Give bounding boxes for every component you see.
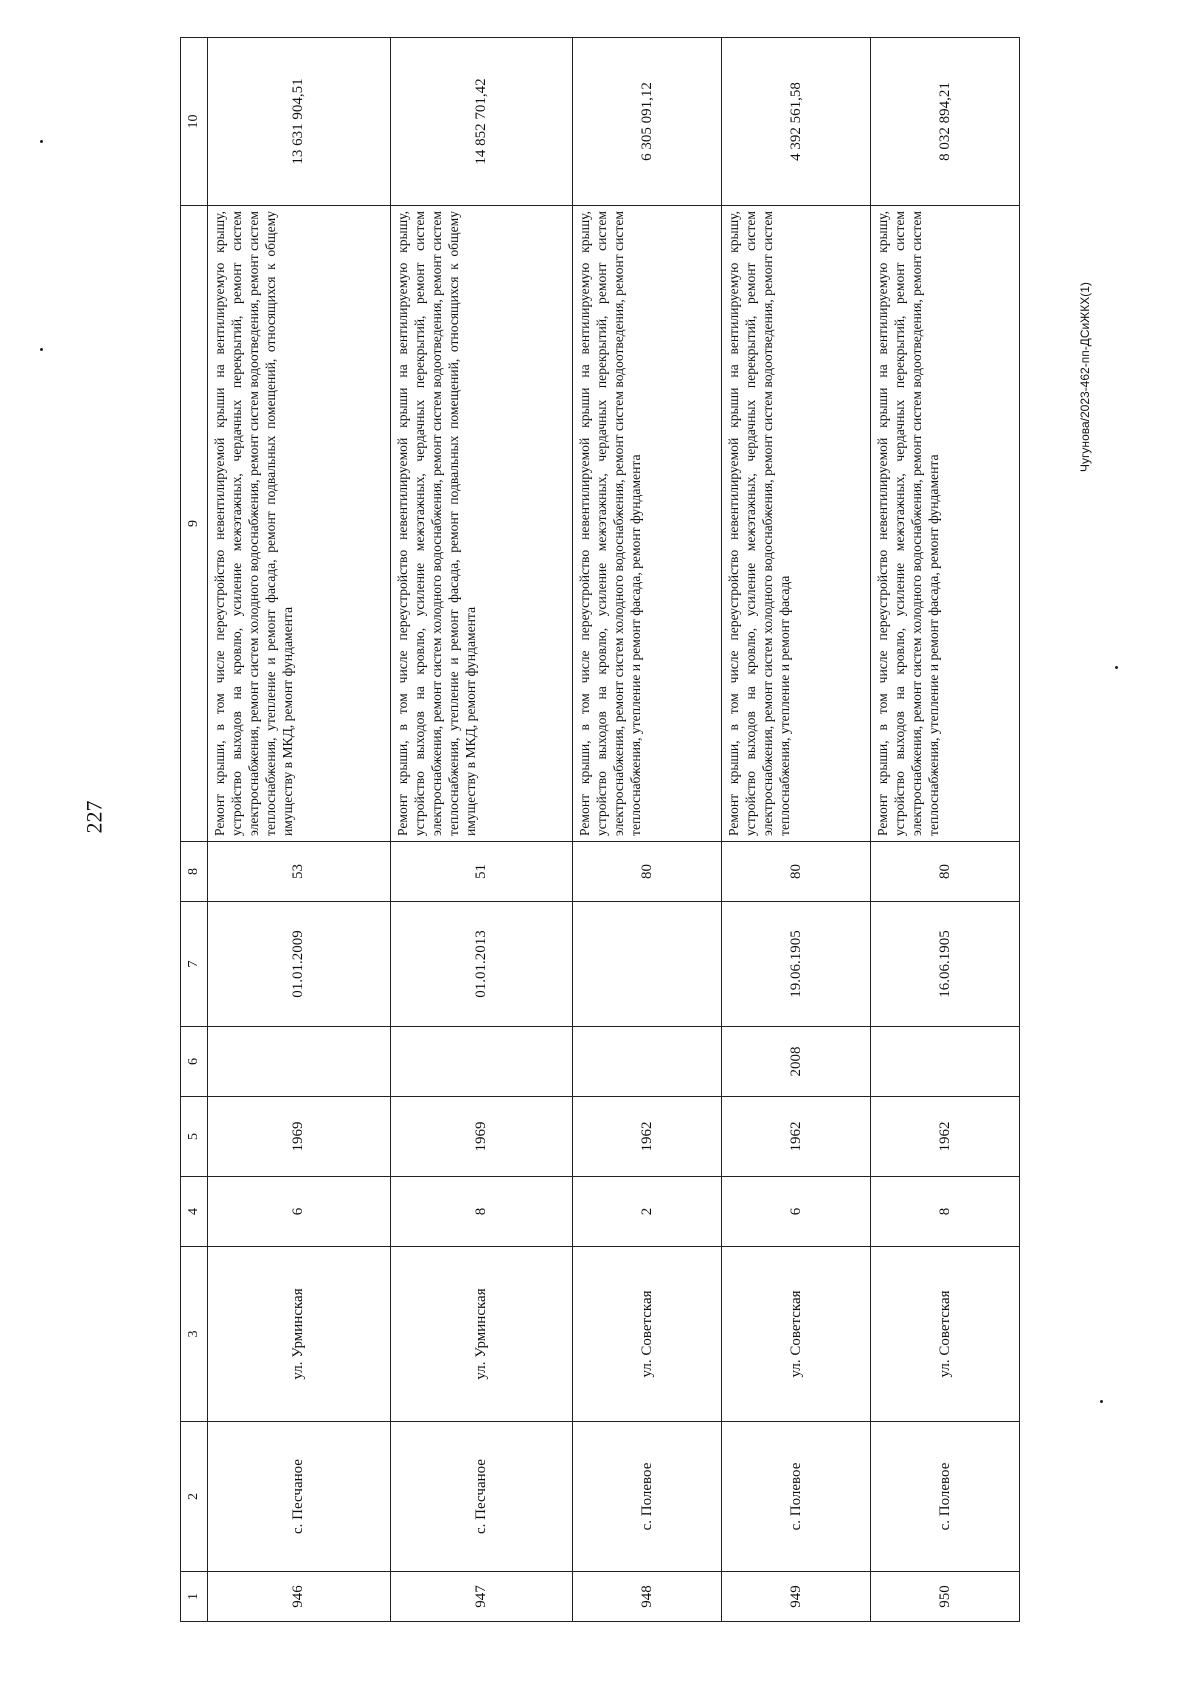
works-description-cell: Ремонт крыши, в том числе переустройство невентилируемой крыши на вентилируемую крышу, устройство выходов на кровлю, усиление межэтажных, чердачных перекрытий, ремонт систем электроснабжения, ремонт систем холодного водоснабжения, ремонт систем водоотведения, ремонт систем теплоснабжения, утепление и ремонт фасада, ремонт подвальных помещений, относящихся к общему имуществу в МКД, ремонт фундамента — [390, 206, 573, 842]
percent-cell: 80 — [871, 842, 1020, 902]
table-row — [208, 38, 391, 1622]
column-number: 9 — [181, 206, 208, 842]
column-6-cell: 2008 — [722, 1027, 871, 1097]
row-number: 947 — [390, 1572, 573, 1622]
date-cell: 01.01.2013 — [390, 902, 573, 1027]
column-number: 2 — [181, 1422, 208, 1572]
date-cell: 19.06.1905 — [722, 902, 871, 1027]
works-description-cell: Ремонт крыши, в том числе переустройство невентилируемой крыши на вентилируемую крышу, устройство выходов на кровлю, усиление межэтажных, чердачных перекрытий, ремонт систем электроснабжения, ремонт систем холодного водоснабжения, ремонт систем водоотведения, ремонт систем теплоснабжения, утепление и ремонт фасада, ремонт фундамента — [573, 206, 722, 842]
column-6-cell — [208, 1027, 391, 1097]
year-built-cell: 1969 — [208, 1097, 391, 1177]
row-number: 946 — [208, 1572, 391, 1622]
house-number-cell: 6 — [208, 1177, 391, 1247]
scan-speck — [1100, 1400, 1103, 1403]
year-built-cell: 1962 — [871, 1097, 1020, 1177]
page-number: 227 — [81, 800, 107, 834]
scan-speck — [40, 348, 43, 351]
column-number: 1 — [181, 1572, 208, 1622]
rotated-table-container — [180, 38, 1020, 1622]
street-cell: ул. Урминская — [390, 1247, 573, 1422]
column-number: 4 — [181, 1177, 208, 1247]
table-row — [390, 38, 573, 1622]
cost-cell: 6 305 091,12 — [573, 38, 722, 206]
document-code: Чугунова/2023-462-пп-ДСиЖКХ(1) — [1077, 282, 1092, 472]
cost-cell: 14 852 701,42 — [390, 38, 573, 206]
percent-cell: 51 — [390, 842, 573, 902]
repair-register-table — [180, 37, 1020, 1622]
scan-speck — [40, 140, 43, 143]
column-number: 3 — [181, 1247, 208, 1422]
percent-cell: 80 — [722, 842, 871, 902]
year-built-cell: 1962 — [722, 1097, 871, 1177]
table-row — [722, 38, 871, 1622]
scan-speck — [1115, 666, 1118, 669]
works-description-cell: Ремонт крыши, в том числе переустройство невентилируемой крыши на вентилируемую крышу, устройство выходов на кровлю, усиление межэтажных, чердачных перекрытий, ремонт систем электроснабжения, ремонт систем холодного водоснабжения, ремонт систем водоотведения, ремонт систем теплоснабжения, утепление и ремонт фасада, ремонт подвальных помещений, относящихся к общему имуществу в МКД, ремонт фундамента — [208, 206, 391, 842]
street-cell: ул. Советская — [573, 1247, 722, 1422]
table-row — [573, 38, 722, 1622]
row-number: 949 — [722, 1572, 871, 1622]
percent-cell: 53 — [208, 842, 391, 902]
year-built-cell: 1962 — [573, 1097, 722, 1177]
settlement-cell: с. Полевое — [722, 1422, 871, 1572]
settlement-cell: с. Песчаное — [390, 1422, 573, 1572]
column-number: 10 — [181, 38, 208, 206]
house-number-cell: 2 — [573, 1177, 722, 1247]
settlement-cell: с. Полевое — [573, 1422, 722, 1572]
street-cell: ул. Урминская — [208, 1247, 391, 1422]
column-number-row — [181, 38, 208, 1622]
date-cell — [573, 902, 722, 1027]
cost-cell: 8 032 894,21 — [871, 38, 1020, 206]
street-cell: ул. Советская — [722, 1247, 871, 1422]
row-number: 950 — [871, 1572, 1020, 1622]
column-number: 6 — [181, 1027, 208, 1097]
year-built-cell: 1969 — [390, 1097, 573, 1177]
row-number: 948 — [573, 1572, 722, 1622]
table-row — [871, 38, 1020, 1622]
settlement-cell: с. Полевое — [871, 1422, 1020, 1572]
column-6-cell — [871, 1027, 1020, 1097]
percent-cell: 80 — [573, 842, 722, 902]
column-number: 7 — [181, 902, 208, 1027]
house-number-cell: 6 — [722, 1177, 871, 1247]
register-table-area — [180, 38, 1020, 1622]
column-number: 8 — [181, 842, 208, 902]
street-cell: ул. Советская — [871, 1247, 1020, 1422]
house-number-cell: 8 — [871, 1177, 1020, 1247]
column-6-cell — [573, 1027, 722, 1097]
works-description-cell: Ремонт крыши, в том числе переустройство невентилируемой крыши на вентилируемую крышу, устройство выходов на кровлю, усиление межэтажных, чердачных перекрытий, ремонт систем электроснабжения, ремонт систем холодного водоснабжения, ремонт систем водоотведения, ремонт систем теплоснабжения, утепление и ремонт фасада — [722, 206, 871, 842]
works-description-cell: Ремонт крыши, в том числе переустройство невентилируемой крыши на вентилируемую крышу, устройство выходов на кровлю, усиление межэтажных, чердачных перекрытий, ремонт систем электроснабжения, ремонт систем холодного водоснабжения, ремонт систем водоотведения, ремонт систем теплоснабжения, утепление и ремонт фасада, ремонт фундамента — [871, 206, 1020, 842]
house-number-cell: 8 — [390, 1177, 573, 1247]
cost-cell: 4 392 561,58 — [722, 38, 871, 206]
cost-cell: 13 631 904,51 — [208, 38, 391, 206]
column-number: 5 — [181, 1097, 208, 1177]
date-cell: 01.01.2009 — [208, 902, 391, 1027]
settlement-cell: с. Песчаное — [208, 1422, 391, 1572]
column-6-cell — [390, 1027, 573, 1097]
date-cell: 16.06.1905 — [871, 902, 1020, 1027]
